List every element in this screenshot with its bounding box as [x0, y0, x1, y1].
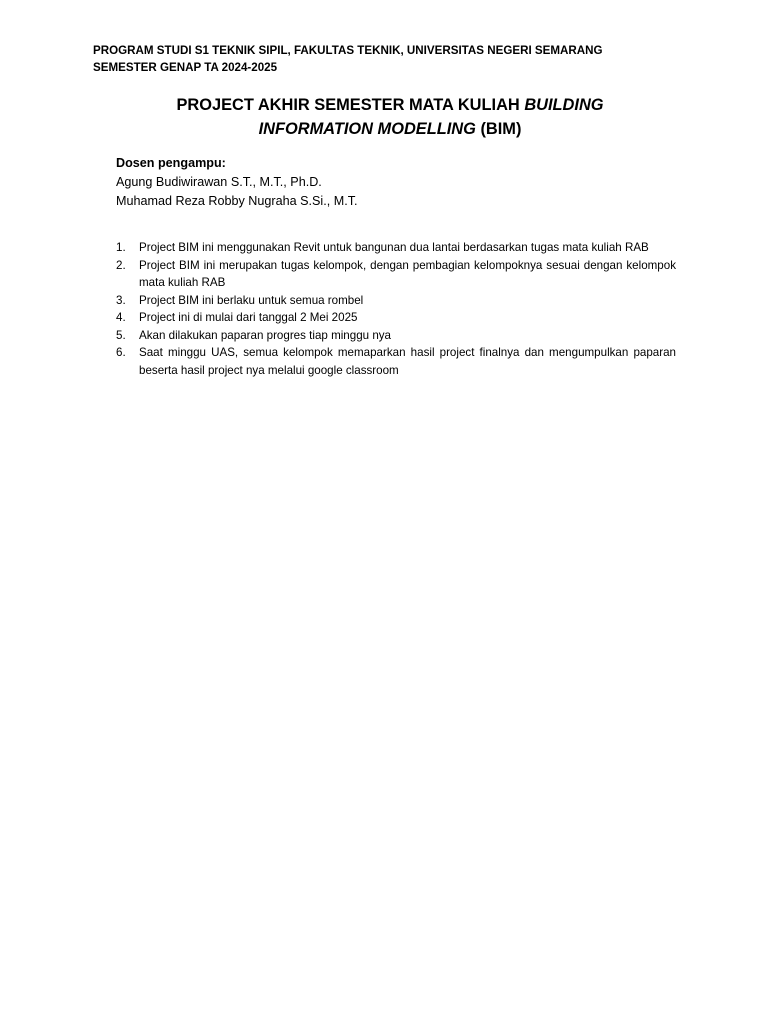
document-title	[140, 93, 640, 141]
list-item-number: 2.	[116, 258, 126, 272]
lecturer-name-1: Agung Budiwirawan S.T., M.T., Ph.D.	[116, 175, 322, 189]
list-item-number: 5.	[116, 328, 126, 342]
list-item-number: 4.	[116, 311, 126, 324]
title-text-1: PROJECT AKHIR SEMESTER MATA KULIAH	[176, 96, 525, 114]
lecturer-name-2: Muhamad Reza Robby Nugraha S.Si., M.T.	[116, 194, 358, 208]
header-semester: SEMESTER GENAP TA 2024-2025	[93, 61, 278, 74]
header-institution: PROGRAM STUDI S1 TEKNIK SIPIL, FAKULTAS TEKNIK, UNIVERSITAS NEGERI SEMARANG	[93, 44, 603, 57]
title-line-2	[140, 117, 640, 141]
list-item	[116, 239, 676, 257]
list-item-text: Project BIM ini berlaku untuk semua rombel	[139, 293, 364, 307]
lecturers-label: Dosen pengampu:	[116, 156, 226, 170]
title-italic-2: INFORMATION MODELLING	[258, 120, 476, 138]
list-item-text: Saat minggu UAS, semua kelompok memaparkan hasil project finalnya dan mengumpulkan paparan beserta hasil project nya melalui google classroom	[139, 346, 676, 377]
list-item-number: 3.	[116, 293, 126, 307]
list-item	[116, 292, 676, 310]
list-item	[116, 309, 676, 327]
list-item	[116, 257, 676, 292]
list-item-number: 1.	[116, 241, 126, 254]
title-text-2: (BIM)	[475, 120, 522, 138]
list-item-text: Project BIM ini menggunakan Revit untuk bangunan dua lantai berdasarkan tugas mata kuliah RAB	[139, 241, 649, 254]
list-item-text: Project ini di mulai dari tanggal 2 Mei 2025	[139, 311, 358, 324]
instructions-list	[116, 239, 676, 379]
title-line-1	[140, 93, 640, 117]
list-item	[116, 344, 676, 379]
document-header	[93, 42, 693, 76]
list-item-number: 6.	[116, 346, 126, 359]
lecturers-section	[116, 154, 616, 211]
title-italic-1: BUILDING	[524, 96, 604, 114]
list-item	[116, 327, 676, 345]
list-item-text: Project BIM ini merupakan tugas kelompok, dengan pembagian kelompoknya sesuai dengan kelompok mata kuliah RAB	[139, 258, 676, 289]
list-item-text: Akan dilakukan paparan progres tiap minggu nya	[139, 328, 392, 342]
